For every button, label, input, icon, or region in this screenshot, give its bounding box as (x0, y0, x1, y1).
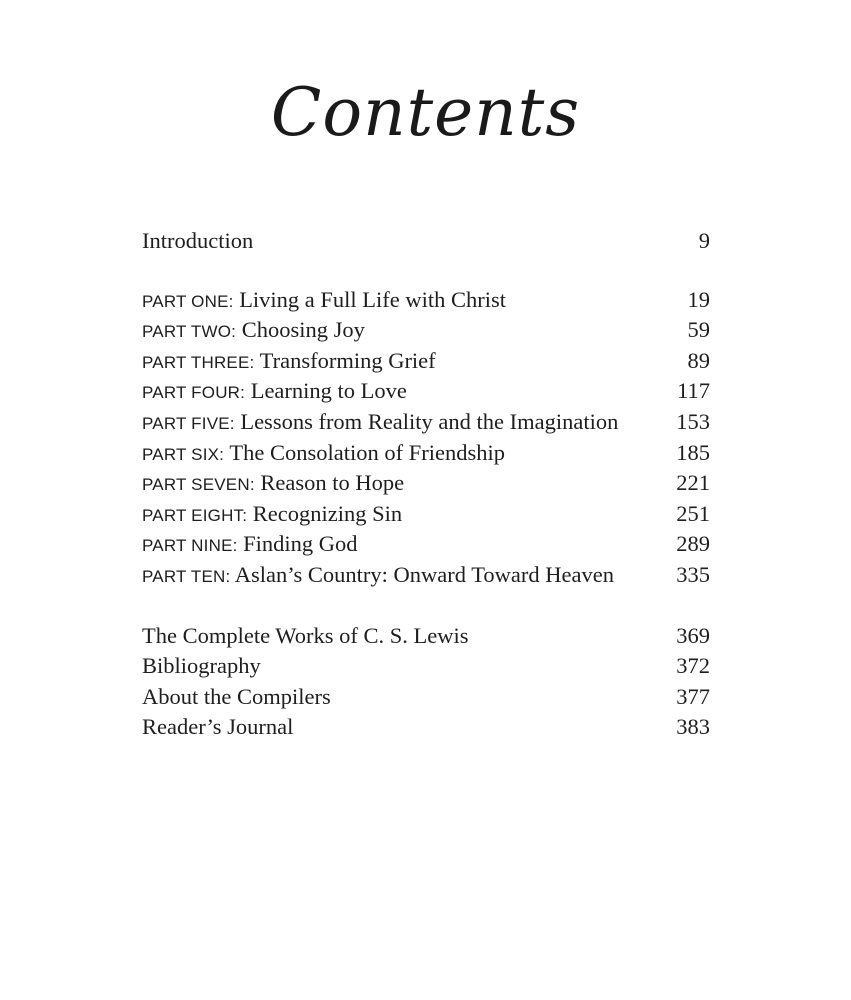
parts-list (142, 285, 710, 591)
toc-entry-page: 335 (676, 561, 710, 587)
part-title: Transforming Grief (259, 347, 436, 373)
toc-entry-label: Introduction (142, 228, 254, 253)
toc-entry-page: 377 (676, 683, 710, 709)
toc-entry-bibliography (142, 651, 710, 682)
part-prefix: PART FIVE: (142, 413, 235, 433)
toc-entry-label (142, 407, 618, 440)
toc-entry-page: 289 (676, 531, 710, 557)
toc-entry-page: 153 (676, 408, 710, 434)
toc-entry-label (142, 438, 505, 471)
page-title: Contents (270, 74, 581, 151)
part-prefix: PART FOUR: (142, 383, 246, 403)
part-prefix: PART ONE: (142, 291, 234, 311)
toc-entry-part-nine (142, 529, 710, 560)
toc-entry-part-four (142, 376, 710, 407)
back-matter-list (142, 621, 710, 743)
toc-entry-part-two (142, 315, 710, 346)
toc-entry-label (142, 315, 365, 348)
part-title: Choosing Joy (241, 317, 365, 343)
part-title: Recognizing Sin (252, 500, 403, 526)
front-matter-list (142, 226, 710, 257)
toc-entry-label: Reader’s Journal (142, 714, 294, 740)
toc-entry-label (142, 376, 407, 409)
toc-entry-label (142, 468, 404, 501)
part-prefix: PART TEN: (142, 566, 231, 586)
toc-entry-label: The Complete Works of C. S. Lewis (142, 622, 469, 648)
part-title: The Consolation of Friendship (229, 439, 505, 465)
part-title: Living a Full Life with Christ (239, 286, 507, 312)
toc-entry-part-one (142, 285, 710, 316)
toc-entry-label (142, 346, 436, 379)
part-prefix: PART TWO: (142, 322, 237, 342)
part-title: Aslan’s Country: Onward Toward Heaven (234, 561, 614, 587)
toc-entry-page: 372 (676, 653, 710, 679)
part-prefix: PART THREE: (142, 352, 255, 372)
toc-entry-part-six (142, 438, 710, 469)
part-prefix: PART EIGHT: (142, 505, 248, 525)
toc-entry-part-seven (142, 468, 710, 499)
part-title: Reason to Hope (260, 470, 405, 496)
toc-entry-page: 251 (676, 500, 710, 526)
part-prefix: PART SIX: (142, 444, 225, 464)
toc-entry-part-three (142, 346, 710, 377)
toc-entry-page: 19 (687, 286, 710, 312)
toc-entry-page: 221 (676, 470, 710, 496)
toc-entry-label (142, 285, 506, 318)
toc-entry-about-compilers (142, 682, 710, 713)
part-title: Finding God (243, 531, 358, 557)
toc-entry-part-ten (142, 560, 710, 591)
table-of-contents (142, 226, 710, 743)
toc-entry-label (142, 529, 358, 562)
toc-entry-page: 59 (687, 317, 710, 343)
toc-entry-page: 117 (677, 378, 710, 404)
toc-entry-complete-works (142, 621, 710, 652)
toc-entry-label: Bibliography (142, 653, 261, 679)
part-title: Learning to Love (250, 378, 407, 404)
part-prefix: PART NINE: (142, 536, 238, 556)
toc-entry-part-eight (142, 499, 710, 530)
toc-entry-page: 89 (687, 347, 710, 373)
part-prefix: PART SEVEN: (142, 475, 255, 495)
toc-entry-part-five (142, 407, 710, 438)
toc-entry-label (142, 560, 614, 593)
toc-entry-page: 383 (676, 714, 710, 740)
toc-entry-introduction (142, 226, 710, 257)
part-title: Lessons from Reality and the Imagination (240, 408, 619, 434)
toc-entry-label: About the Compilers (142, 683, 331, 709)
toc-entry-label (142, 499, 402, 532)
toc-entry-page: 9 (698, 228, 710, 253)
toc-entry-page: 185 (676, 439, 710, 465)
toc-entry-readers-journal (142, 712, 710, 743)
toc-entry-page: 369 (676, 622, 710, 648)
